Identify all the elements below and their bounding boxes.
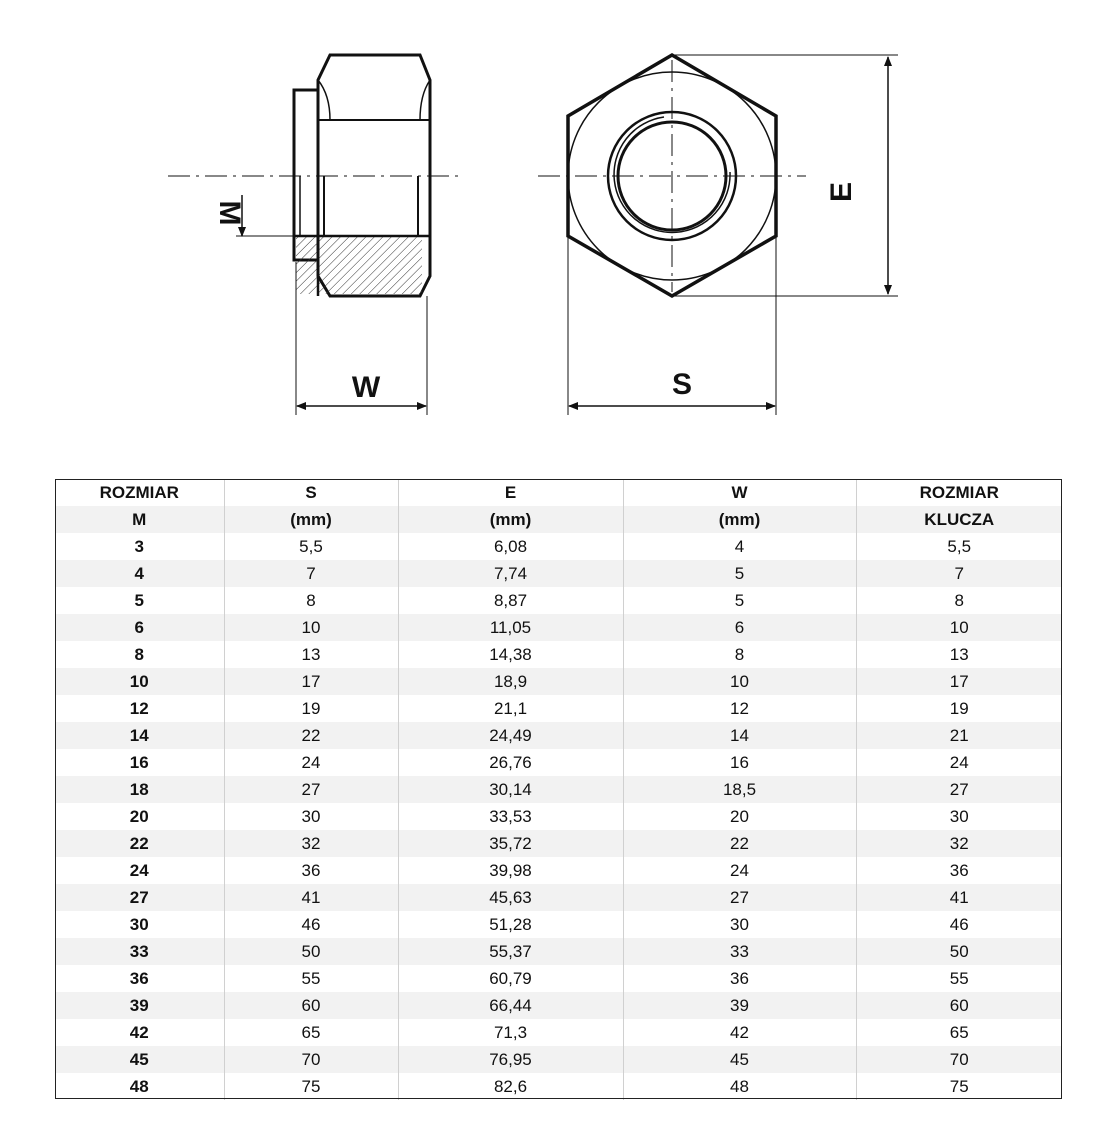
value-cell: 46: [224, 911, 398, 938]
size-cell: 36: [55, 965, 224, 992]
size-cell: 42: [55, 1019, 224, 1046]
table-row: [55, 938, 1062, 965]
table-row: [55, 803, 1062, 830]
header-cell: W: [623, 479, 856, 506]
value-cell: 27: [856, 776, 1062, 803]
size-cell: 8: [55, 641, 224, 668]
size-cell: 12: [55, 695, 224, 722]
value-cell: 70: [224, 1046, 398, 1073]
value-cell: 6,08: [398, 533, 623, 560]
value-cell: 55: [856, 965, 1062, 992]
value-cell: 10: [224, 614, 398, 641]
table-row: [55, 911, 1062, 938]
value-cell: 5,5: [856, 533, 1062, 560]
value-cell: 32: [856, 830, 1062, 857]
size-cell: 39: [55, 992, 224, 1019]
value-cell: 13: [856, 641, 1062, 668]
m-label: M: [213, 200, 246, 226]
value-cell: 30: [623, 911, 856, 938]
value-cell: 35,72: [398, 830, 623, 857]
size-cell: 30: [55, 911, 224, 938]
value-cell: 51,28: [398, 911, 623, 938]
header-cell: (mm): [623, 506, 856, 533]
table-row: [55, 992, 1062, 1019]
value-cell: 21: [856, 722, 1062, 749]
value-cell: 24: [856, 749, 1062, 776]
table-row: [55, 776, 1062, 803]
value-cell: 19: [856, 695, 1062, 722]
table-row: [55, 668, 1062, 695]
value-cell: 21,1: [398, 695, 623, 722]
value-cell: 39,98: [398, 857, 623, 884]
value-cell: 32: [224, 830, 398, 857]
size-cell: 18: [55, 776, 224, 803]
value-cell: 14,38: [398, 641, 623, 668]
value-cell: 5,5: [224, 533, 398, 560]
value-cell: 27: [623, 884, 856, 911]
value-cell: 71,3: [398, 1019, 623, 1046]
table-row: [55, 641, 1062, 668]
value-cell: 45,63: [398, 884, 623, 911]
header-cell: M: [55, 506, 224, 533]
value-cell: 22: [224, 722, 398, 749]
table-row: [55, 1073, 1062, 1100]
value-cell: 33,53: [398, 803, 623, 830]
value-cell: 41: [856, 884, 1062, 911]
front-view: [538, 55, 898, 415]
value-cell: 75: [224, 1073, 398, 1100]
value-cell: 17: [224, 668, 398, 695]
value-cell: 10: [856, 614, 1062, 641]
value-cell: 24,49: [398, 722, 623, 749]
value-cell: 8: [623, 641, 856, 668]
header-row-2: [55, 506, 1062, 533]
s-label: S: [671, 368, 693, 401]
size-cell: 10: [55, 668, 224, 695]
dimension-table-body: [55, 479, 1062, 1100]
value-cell: 42: [623, 1019, 856, 1046]
header-cell: KLUCZA: [856, 506, 1062, 533]
value-cell: 11,05: [398, 614, 623, 641]
value-cell: 8: [224, 587, 398, 614]
side-view: [168, 55, 464, 415]
header-cell: ROZMIAR: [55, 479, 224, 506]
value-cell: 4: [623, 533, 856, 560]
size-cell: 5: [55, 587, 224, 614]
header-cell: (mm): [224, 506, 398, 533]
value-cell: 55: [224, 965, 398, 992]
value-cell: 60,79: [398, 965, 623, 992]
value-cell: 36: [623, 965, 856, 992]
value-cell: 7: [224, 560, 398, 587]
size-cell: 16: [55, 749, 224, 776]
value-cell: 5: [623, 560, 856, 587]
value-cell: 66,44: [398, 992, 623, 1019]
value-cell: 46: [856, 911, 1062, 938]
value-cell: 70: [856, 1046, 1062, 1073]
size-cell: 20: [55, 803, 224, 830]
value-cell: 39: [623, 992, 856, 1019]
table-row: [55, 1019, 1062, 1046]
table-row: [55, 533, 1062, 560]
value-cell: 76,95: [398, 1046, 623, 1073]
w-label: W: [351, 371, 381, 404]
value-cell: 30,14: [398, 776, 623, 803]
value-cell: 14: [623, 722, 856, 749]
size-cell: 22: [55, 830, 224, 857]
value-cell: 36: [856, 857, 1062, 884]
value-cell: 45: [623, 1046, 856, 1073]
table-row: [55, 722, 1062, 749]
value-cell: 60: [856, 992, 1062, 1019]
e-label: E: [825, 181, 858, 203]
value-cell: 26,76: [398, 749, 623, 776]
value-cell: 65: [224, 1019, 398, 1046]
value-cell: 5: [623, 587, 856, 614]
nut-technical-drawing: [0, 0, 1108, 440]
value-cell: 18,5: [623, 776, 856, 803]
dimension-table: [55, 479, 1062, 1100]
header-cell: ROZMIAR: [856, 479, 1062, 506]
value-cell: 8,87: [398, 587, 623, 614]
value-cell: 30: [856, 803, 1062, 830]
size-cell: 14: [55, 722, 224, 749]
value-cell: 7,74: [398, 560, 623, 587]
size-cell: 45: [55, 1046, 224, 1073]
table-row: [55, 695, 1062, 722]
header-cell: S: [224, 479, 398, 506]
value-cell: 41: [224, 884, 398, 911]
size-cell: 33: [55, 938, 224, 965]
size-cell: 4: [55, 560, 224, 587]
value-cell: 82,6: [398, 1073, 623, 1100]
value-cell: 20: [623, 803, 856, 830]
value-cell: 24: [623, 857, 856, 884]
value-cell: 8: [856, 587, 1062, 614]
value-cell: 30: [224, 803, 398, 830]
value-cell: 6: [623, 614, 856, 641]
value-cell: 33: [623, 938, 856, 965]
table-row: [55, 614, 1062, 641]
table-row: [55, 965, 1062, 992]
value-cell: 16: [623, 749, 856, 776]
value-cell: 17: [856, 668, 1062, 695]
value-cell: 24: [224, 749, 398, 776]
size-cell: 6: [55, 614, 224, 641]
table-row: [55, 749, 1062, 776]
value-cell: 27: [224, 776, 398, 803]
header-cell: (mm): [398, 506, 623, 533]
nylon-collar: [294, 90, 318, 260]
value-cell: 13: [224, 641, 398, 668]
value-cell: 75: [856, 1073, 1062, 1100]
value-cell: 50: [224, 938, 398, 965]
header-cell: E: [398, 479, 623, 506]
table-row: [55, 857, 1062, 884]
value-cell: 22: [623, 830, 856, 857]
size-cell: 3: [55, 533, 224, 560]
hatched-section: [296, 236, 422, 294]
table-row: [55, 884, 1062, 911]
value-cell: 60: [224, 992, 398, 1019]
value-cell: 19: [224, 695, 398, 722]
value-cell: 36: [224, 857, 398, 884]
table-row: [55, 1046, 1062, 1073]
table-row: [55, 560, 1062, 587]
value-cell: 50: [856, 938, 1062, 965]
header-row-1: [55, 479, 1062, 506]
value-cell: 48: [623, 1073, 856, 1100]
value-cell: 65: [856, 1019, 1062, 1046]
value-cell: 55,37: [398, 938, 623, 965]
size-cell: 27: [55, 884, 224, 911]
size-cell: 24: [55, 857, 224, 884]
value-cell: 12: [623, 695, 856, 722]
table-row: [55, 587, 1062, 614]
size-cell: 48: [55, 1073, 224, 1100]
value-cell: 10: [623, 668, 856, 695]
table-row: [55, 830, 1062, 857]
value-cell: 7: [856, 560, 1062, 587]
value-cell: 18,9: [398, 668, 623, 695]
